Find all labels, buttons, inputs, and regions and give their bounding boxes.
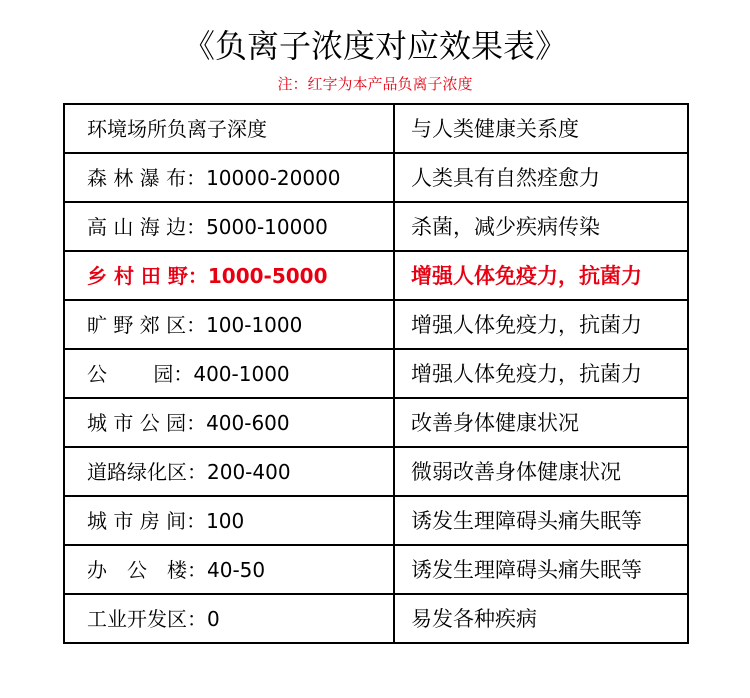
table-row: [64, 300, 688, 349]
effect-cell: 改善身体健康状况: [394, 398, 688, 447]
table-row-highlight: [64, 251, 688, 300]
page-title: 《负离子浓度对应效果表》: [182, 27, 567, 65]
header-effect: 与人类健康关系度: [394, 104, 688, 153]
table-row: [64, 153, 688, 202]
env-cell: 道路绿化区：200-400: [64, 447, 394, 496]
header-env: 环境场所负离子深度: [64, 104, 394, 153]
table-row: [64, 545, 688, 594]
env-cell: 高 山 海 边：5000-10000: [64, 202, 394, 251]
effect-cell: 诱发生理障碍头痛失眠等: [394, 496, 688, 545]
effect-cell: 易发各种疾病: [394, 594, 688, 643]
table-row: [64, 349, 688, 398]
table-row: [64, 594, 688, 643]
table-row: [64, 447, 688, 496]
env-cell: 旷 野 郊 区：100-1000: [64, 300, 394, 349]
env-cell: 城 市 房 间：100: [64, 496, 394, 545]
note-text: 注：红字为本产品负离子浓度: [277, 75, 473, 93]
effect-cell: 增强人体免疫力，抗菌力: [394, 349, 688, 398]
env-cell: 公 园：400-1000: [64, 349, 394, 398]
table-row: [64, 202, 688, 251]
env-cell: 森 林 瀑 布：10000-20000: [64, 153, 394, 202]
effect-cell: 人类具有自然痊愈力: [394, 153, 688, 202]
table-row: [64, 398, 688, 447]
env-cell: 城 市 公 园：400-600: [64, 398, 394, 447]
effect-cell: 增强人体免疫力，抗菌力: [394, 300, 688, 349]
ion-effect-table: [63, 103, 689, 644]
effect-cell: 杀菌，减少疾病传染: [394, 202, 688, 251]
effect-cell: 增强人体免疫力，抗菌力: [394, 251, 688, 300]
table-header-row: [64, 104, 688, 153]
env-cell: 办 公 楼：40-50: [64, 545, 394, 594]
table-row: [64, 496, 688, 545]
env-cell: 工业开发区：0: [64, 594, 394, 643]
effect-cell: 诱发生理障碍头痛失眠等: [394, 545, 688, 594]
effect-cell: 微弱改善身体健康状况: [394, 447, 688, 496]
env-cell: 乡 村 田 野：1000-5000: [64, 251, 394, 300]
